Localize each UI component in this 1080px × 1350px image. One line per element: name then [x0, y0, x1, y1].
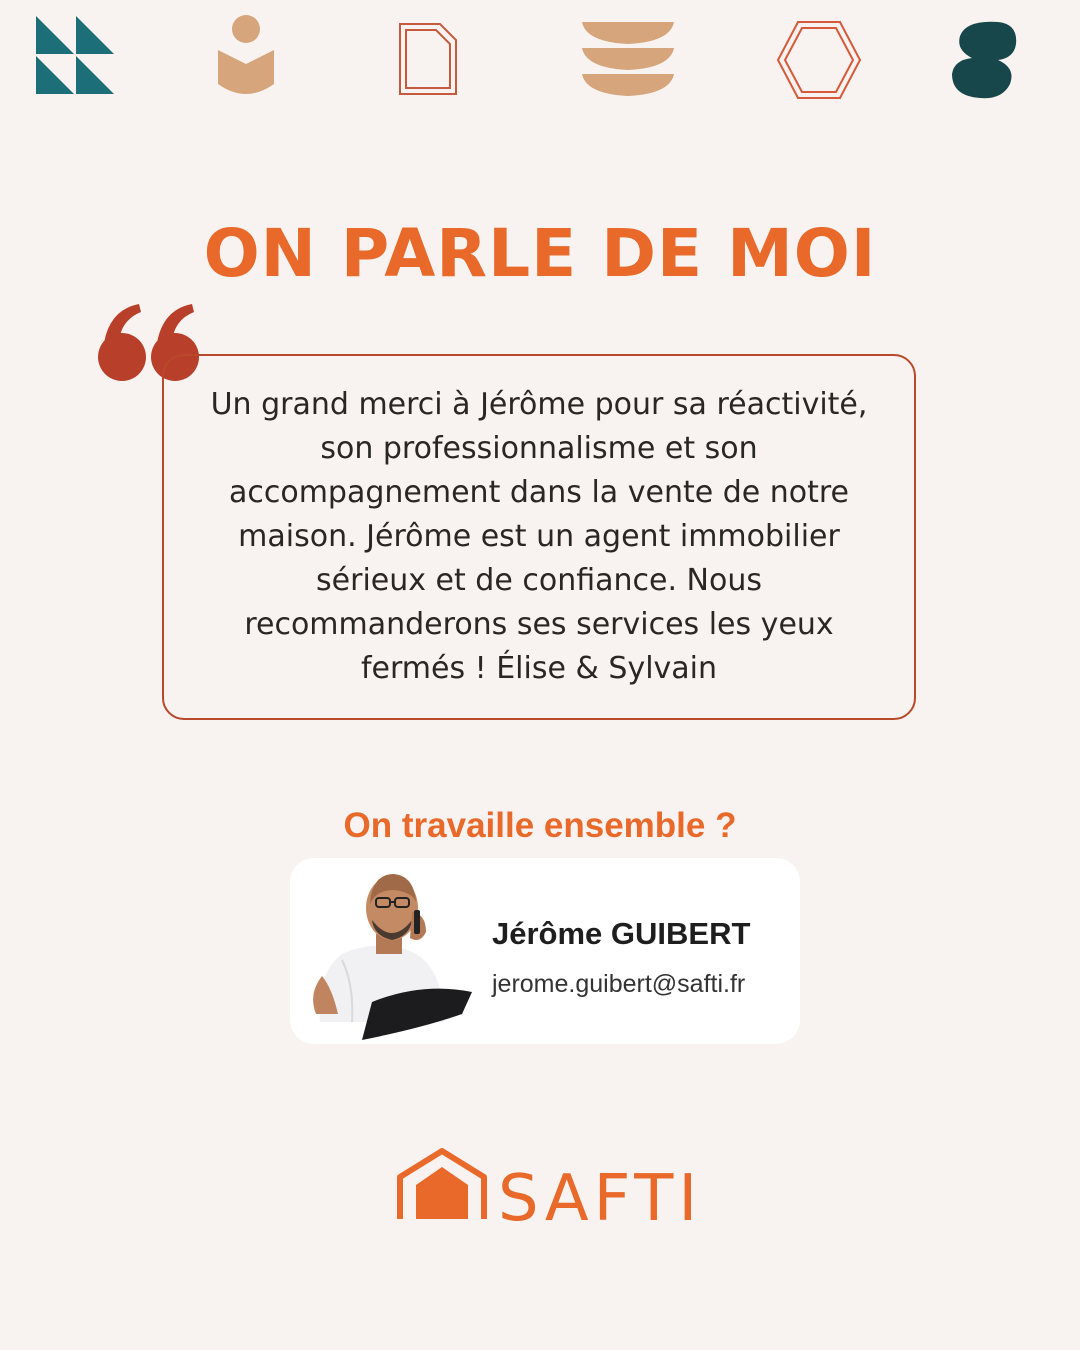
triangles-icon [36, 16, 116, 94]
agent-contact-card [290, 858, 800, 1044]
stacked-bowls-icon [580, 20, 676, 98]
cta-heading: On travaille ensemble ? [343, 806, 737, 845]
agent-email[interactable]: jerome.guibert@safti.fr [492, 970, 746, 998]
page-title: ON PARLE DE MOI [203, 215, 877, 292]
safti-house-logo-icon [396, 1147, 488, 1223]
decorative-icon-row [0, 0, 1080, 120]
person-book-icon [216, 14, 278, 98]
hexagon-icon [776, 20, 862, 100]
agent-name: Jérôme GUIBERT [492, 916, 751, 951]
document-icon [398, 22, 460, 96]
testimonial-box [162, 354, 916, 720]
testimonial-text: Un grand merci à Jérôme pour sa réactivité, son professionnalisme et son accompagnement dans la vente de notre maison. Jérôme est un agent immobilier sérieux et de confiance. Nous recommanderons ses services les yeux fermés ! Élise & Sylvain [210, 387, 868, 686]
agent-photo [302, 864, 477, 1042]
blob-icon [950, 20, 1020, 100]
brand-name: SAFTI [498, 1162, 703, 1236]
